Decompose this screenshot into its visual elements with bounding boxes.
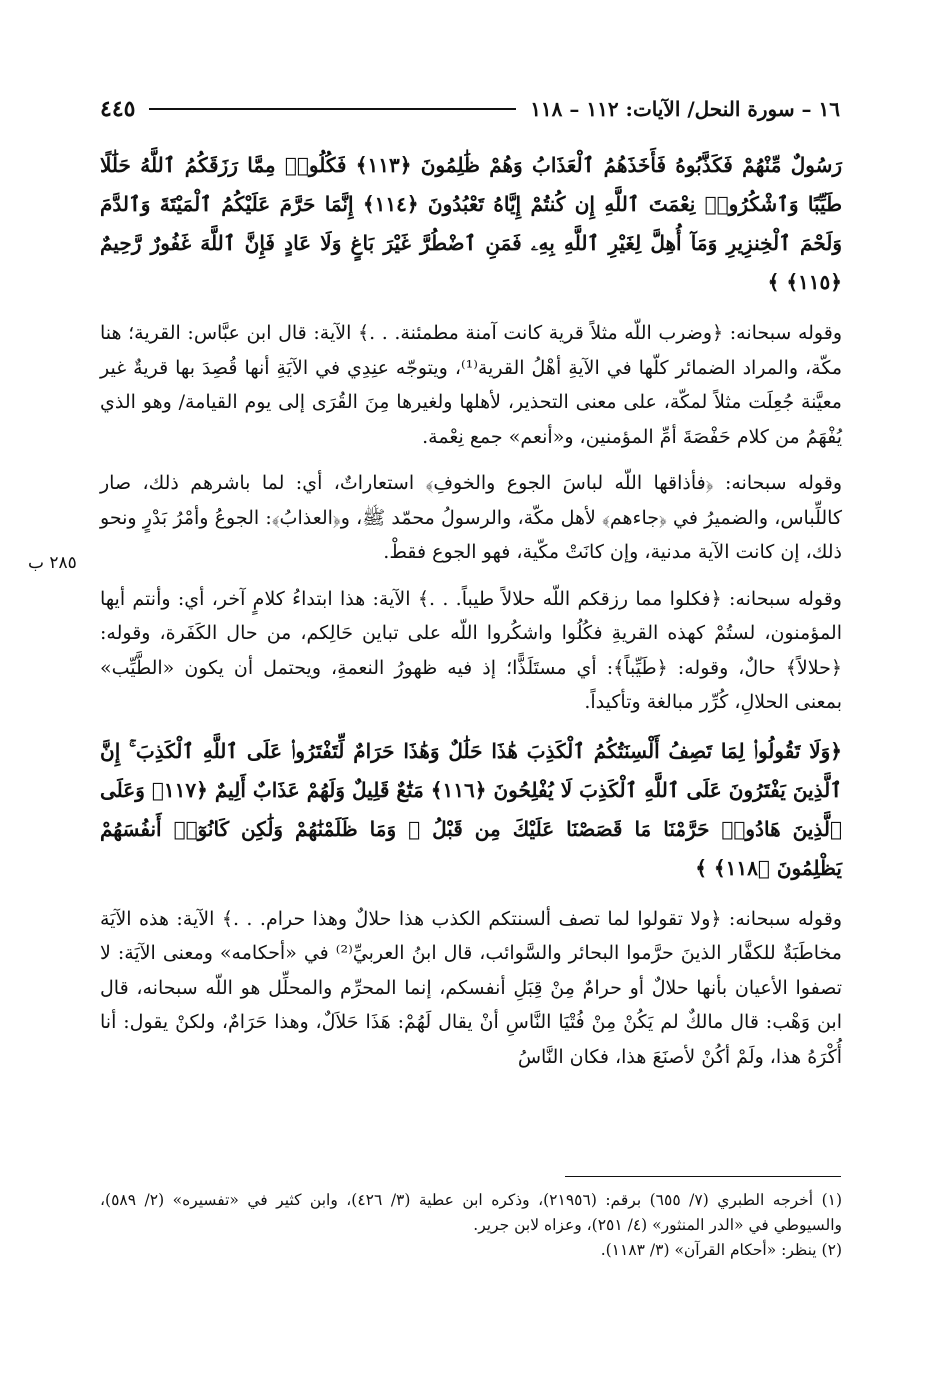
commentary-paragraph-4: وقوله سبحانه: ﴿ولا تقولوا لما تصف ألسنتكم الكذب هذا حلالٌ وهذا حرام. . .﴾ الآية: هذه الآيَة مخاطَبَةٌ للكفَّار الذينَ حرَّموا البحائر والسَّوائب، قال ابنُ العربيِّ⁽²⁾ في «أحكامه» ومعنى الآيَة: لا تصفوا الأعيان بأنها حلالٌ أو حرامٌ مِنْ قِبَلِ أنفسكم، إنما المحرِّم والمحلِّل هو اللّه سبحانه، قال ابن وَهْب: قال مالكٌ لم يَكُنْ مِنْ فُتْيَا النَّاسِ أنْ يقال لَهُمْ: هَذَا حَلاَلٌ، وهذا حَرَامٌ، ولكنْ يقول: أنا أُكْرَهُ هذا، ولَمْ أكُنْ لأصنَعَ هذا، فكان النَّاسُ [100,907,842,1068]
footnote-2: (٢) ينظر: «أحكام القرآن» (٣/ ١١٨٣). [600,1241,842,1259]
quran-verses-113-115: رَسُولٌ مِّنْهُمْ فَكَذَّبُوهُ فَأَخَذَهُمُ ٱلْعَذَابُ وَهُمْ ظَٰلِمُونَ ﴿١١٣﴾ فَكُلُوا۟ مِمَّا رَزَقَكُمُ ٱللَّهُ حَلَٰلًا طَيِّبًا وَٱشْكُرُوا۟ نِعْمَتَ ٱللَّهِ إِن كُنتُمْ إِيَّاهُ تَعْبُدُونَ ﴿١١٤﴾ إِنَّمَا حَرَّمَ عَلَيْكُمُ ٱلْمَيْتَةَ وَٱلدَّمَ وَلَحْمَ ٱلْخِنزِيرِ وَمَآ أُهِلَّ لِغَيْرِ ٱللَّهِ بِهِۦ فَمَنِ ٱضْطُرَّ غَيْرَ بَاغٍ وَلَا عَادٍ فَإِنَّ ٱللَّهَ غَفُورٌ رَّحِيمٌ ﴿١١٥﴾ ﴾ [100,153,843,294]
main-text [100,146,842,1086]
footnote-separator [565,1176,841,1177]
footnote-1: (١) أخرجه الطبري (٧/ ٦٥٥) برقم: (٢١٩٥٦)، وذكره ابن عطية (٣/ ٤٢٦)، وابن كثير في «تفسيره» (٢/ ٥٨٩)، والسيوطي في «الدر المنثور» (٤/ ٢٥١)، وعزاه لابن جرير. [100,1191,843,1234]
running-title: ١٦ – سورة النحل/ الآيات: ١١٢ – ١١٨ [530,97,840,121]
commentary-paragraph-2: وقوله سبحانه: ﴿فأذاقها اللّه لباسَ الجوع والخوفِ﴾ استعاراتٌ، أي: لما باشرهم ذلك، صار كاللِّباس، والضميرُ في ﴿جاءهم﴾ لأهل مكّة، والرسولُ محمّد ﷺ، و﴿العذابُ﴾: الجوعُ وأمْرُ بَدْرٍ ونحو ذلك، إن كانت الآية مدنية، وإن كانَتْ مكّية، فهو الجوع فقطْ. [100,472,842,563]
margin-folio-note: ٢٨٥ ب [28,553,77,573]
commentary-paragraph-1: وقوله سبحانه: ﴿وضرب اللّه مثلاً قرية كانت آمنة مطمئنة. . .﴾ الآية: قال ابن عبَّاس: القرية؛ هنا مكّة، والمراد الضمائر كلّها في الآيةِ أهْلُ القرية⁽¹⁾، ويتوجّه عنِدِي في الآيَةِ أنها قُصِدَ بها قريةٌ غير معيَّنة جُعِلَت مثلاً لمكّة، على معنى التحذير، لأهلها ولغيرها مِنَ القُرَى إلى يوم القيامة/ وهو الذي يُفْهَمُ من كلام حَفْصَةَ أمِّ المؤمنين، و«أنعم» جمع نِعْمة. [100,322,842,448]
quran-verses-116-118: ﴿وَلَا تَقُولُوا۟ لِمَا تَصِفُ أَلْسِنَتُكُمُ ٱلْكَذِبَ هَٰذَا حَلَٰلٌ وَهَٰذَا حَرَامٌ لِّتَفْتَرُوا۟ عَلَى ٱللَّهِ ٱلْكَذِبَ ۚ إِنَّ ٱلَّذِينَ يَفْتَرُونَ عَلَى ٱللَّهِ ٱلْكَذِبَ لَا يُفْلِحُونَ ﴿١١٦﴾ مَتَٰعٌ قَلِيلٌ وَلَهُمْ عَذَابٌ أَلِيمٌ ﴿١١٧﴾ وَعَلَى ٱلَّذِينَ هَادُوا۟ حَرَّمْنَا مَا قَصَصْنَا عَلَيْكَ مِن قَبْلُ ۖ وَمَا ظَلَمْنَٰهُمْ وَلَٰكِن كَانُوٓا۟ أَنفُسَهُمْ يَظْلِمُونَ ﴿١١٨﴾ ﴾ [100,738,842,880]
header-rule [149,108,516,110]
commentary-paragraph-3: وقوله سبحانه: ﴿فكلوا مما رزقكم اللّه حلالاً طيباً. . .﴾ الآية: هذا ابتداءُ كلامٍ آخر، أي: وأنتم أيها المؤمنون، لستُمْ كهذه القريةِ فكُلُوا واشكُروا اللّه على تباين حَالِكم، من حال الكَفَرة، وقوله: ﴿حلالاً﴾ حالٌ، وقوله: ﴿طَيِّباً﴾: أي مستَلَذًّا؛ إذ فيه ظهورُ النعمةِ، ويحتمل أن يكون «الطَّيِّب» بمعنى الحلالِ، كُرِّر مبالغة وتأكيداً. [100,587,842,713]
running-header [100,92,840,126]
footnotes [100,1188,842,1263]
page-number: ٤٤٥ [100,96,136,122]
